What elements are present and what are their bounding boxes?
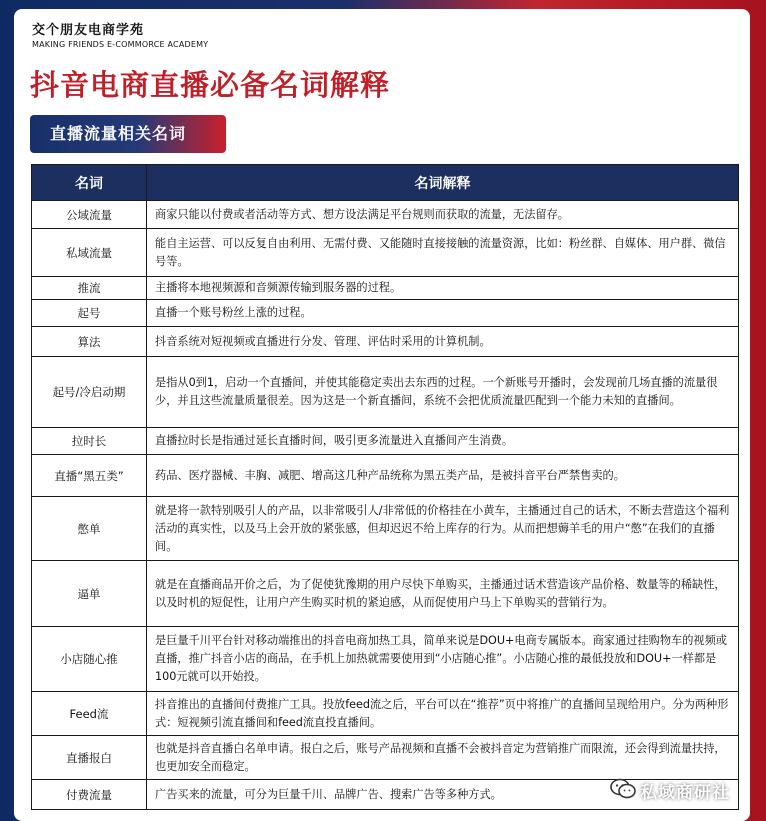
glossary-table xyxy=(31,164,739,810)
table-row xyxy=(32,277,739,300)
table-row xyxy=(32,692,739,736)
content-card xyxy=(14,9,750,821)
term-cell: Feed流 xyxy=(32,692,147,736)
wechat-icon xyxy=(610,778,636,800)
definition-cell: 是指从0到1，启动一个直播间，并使其能稳定卖出去东西的过程。一个新账号开播时，会发现前几场直播的流量很少，并且这些流量质量很差。因为这是一个新直播间，系统不会把优质流量匹配到一个能力未知的直播间。 xyxy=(147,357,739,428)
table-row xyxy=(32,561,739,627)
term-cell: 推流 xyxy=(32,277,147,300)
definition-cell: 直播一个账号粉丝上涨的过程。 xyxy=(147,300,739,327)
term-cell: 起号/冷启动期 xyxy=(32,357,147,428)
page-title: 抖音电商直播必备名词解释 xyxy=(30,68,391,102)
term-cell: 付费流量 xyxy=(32,780,147,810)
definition-cell: 也就是抖音直播白名单申请。报白之后，账号产品视频和直播不会被抖音定为营销推广而限流，还会得到流量扶持，也更加安全而稳定。 xyxy=(147,736,739,780)
definition-cell: 主播将本地视频源和音频源传输到服务器的过程。 xyxy=(147,277,739,300)
term-cell: 直播“黑五类” xyxy=(32,455,147,497)
table-body xyxy=(32,201,739,810)
watermark-text: 私域商研社 xyxy=(640,783,730,803)
definition-cell: 能自主运营、可以反复自由利用、无需付费、又能随时直接接触的流量资源，比如：粉丝群、自媒体、用户群、微信号等。 xyxy=(147,229,739,277)
term-cell: 拉时长 xyxy=(32,428,147,455)
table-row xyxy=(32,229,739,277)
definition-cell: 抖音系统对短视频或直播进行分发、管理、评估时采用的计算机制。 xyxy=(147,327,739,357)
term-cell: 算法 xyxy=(32,327,147,357)
definition-cell: 就是将一款特别吸引人的产品，以非常吸引人/非常低的价格挂在小黄车，主播通过自己的话术，不断去营造这个福利活动的真实性，以及马上会开放的紧张感，但却迟迟不给上库存的行为。从而把想薅羊毛的用户“憋”在我们的直播间。 xyxy=(147,497,739,561)
definition-cell: 抖音推出的直播间付费推广工具。投放feed流之后，平台可以在“推荐”页中将推广的直播间呈现给用户。分为两种形式：短视频引流直播间和feed流直投直播间。 xyxy=(147,692,739,736)
table-row xyxy=(32,357,739,428)
table-row xyxy=(32,428,739,455)
definition-cell: 商家只能以付费或者活动等方式、想方设法满足平台规则而获取的流量，无法留存。 xyxy=(147,201,739,229)
table-header-row xyxy=(32,165,739,201)
table-row xyxy=(32,627,739,692)
table-row xyxy=(32,201,739,229)
term-cell: 憋单 xyxy=(32,497,147,561)
term-cell: 小店随心推 xyxy=(32,627,147,692)
term-cell: 逼单 xyxy=(32,561,147,627)
table-row xyxy=(32,497,739,561)
brand-name-en: MAKING FRIENDS E-COMMORCE ACADEMY xyxy=(32,40,209,49)
table-row xyxy=(32,455,739,497)
definition-cell: 就是在直播商品开价之后，为了促使犹豫期的用户尽快下单购买，主播通过话术营造该产品价格、数量等的稀缺性，以及时机的短促性，让用户产生购买时机的紧迫感，从而促使用户马上下单购买的营销行为。 xyxy=(147,561,739,627)
brand-name-cn: 交个朋友电商学苑 xyxy=(32,23,145,38)
watermark xyxy=(610,770,760,810)
column-header-term: 名词 xyxy=(32,165,147,201)
table-row xyxy=(32,300,739,327)
definition-cell: 药品、医疗器械、丰胸、减肥、增高这几种产品统称为黑五类产品，是被抖音平台严禁售卖的。 xyxy=(147,455,739,497)
definition-cell: 直播拉时长是指通过延长直播时间，吸引更多流量进入直播间产生消费。 xyxy=(147,428,739,455)
section-badge: 直播流量相关名词 xyxy=(30,115,226,153)
table-row xyxy=(32,327,739,357)
term-cell: 公域流量 xyxy=(32,201,147,229)
term-cell: 起号 xyxy=(32,300,147,327)
definition-cell: 是巨量千川平台针对移动端推出的抖音电商加热工具，简单来说是DOU+电商专属版本。商家通过挂购物车的视频或直播，推广抖音小店的商品，在手机上加热就需要使用到“小店随心推”。小店随心推的最低投放和DOU+一样都是100元就可以开始投。 xyxy=(147,627,739,692)
term-cell: 私域流量 xyxy=(32,229,147,277)
definition-cell: 广告买来的流量，可分为巨量千川、品牌广告、搜索广告等多种方式。 xyxy=(147,780,739,810)
column-header-desc: 名词解释 xyxy=(147,165,739,201)
term-cell: 直播报白 xyxy=(32,736,147,780)
